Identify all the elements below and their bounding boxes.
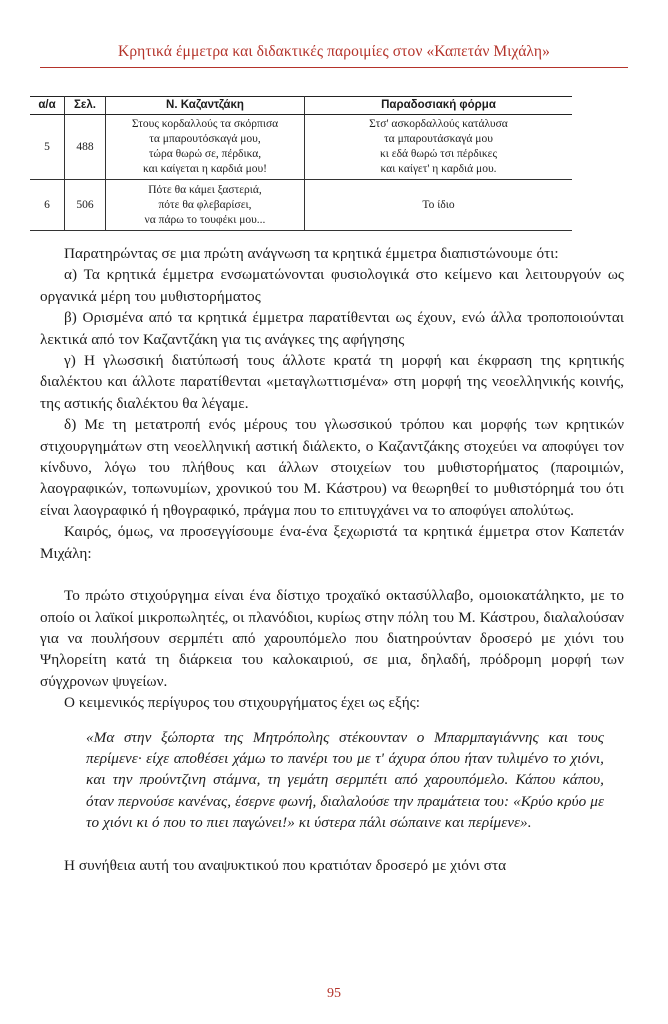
verse-line: τώρα θωρώ σε, πέρδικα,: [148, 148, 262, 160]
verse-line: πότε θα φλεβαρίσει,: [158, 198, 252, 211]
block-quote: «Μα στην ξώπορτα της Μητρόπολης στέκουνταν ο Μπαρμπαγιάννης και τους περίμενε· είχε αποθέσει χάμω το πανέρι του με τ' άχυρα όπου ήταν τυλιμένο το χιόνι, και την προύντζινη στάμνα, τη γεμάτη σερμπέτι από χαρουπόμελο. Κάπου κάπου, όταν περνούσε κανένας, έσερνε φωνή, διαλαλούσε την πραμάτεια του: «Κρύο κρύο με το χιόνι κι ό που το πιει παγώνει!» κι ύστερα πάλι σώπαινε και περίμενε».: [86, 728, 604, 832]
verse-line: και καίγετ' η καρδιά μου.: [380, 163, 497, 175]
body-text: [40, 243, 624, 876]
cell-page: 506: [65, 180, 106, 231]
cell-traditional-verse: [305, 115, 573, 180]
header-rule: [40, 67, 628, 68]
column-header-index: α/α: [30, 97, 65, 115]
table-row: [30, 180, 572, 231]
verse-line: τα μπαρουτάσκαγά μου: [384, 133, 493, 145]
running-header: Κρητικά έμμετρα και διδακτικές παροιμίες στον «Καπετάν Μιχάλη»: [118, 43, 550, 60]
paragraph: Καιρός, όμως, να προσεγγίσουμε ένα-ένα ξεχωριστά τα κρητικά έμμετρα στον Καπετάν Μιχάλη:: [40, 523, 624, 562]
paragraph: γ) Η γλωσσική διατύπωσή τους άλλοτε κρατά τη μορφή και έκφραση της κρητικής διαλέκτου και άλλοτε παρατίθενται «μεταγλωττισμένα» στη μορφή της νεοελληνικής κοινής, της αστικής διαλέκτου θα λέγαμε.: [40, 352, 624, 412]
paragraph: Παρατηρώντας σε μια πρώτη ανάγνωση τα κρητικά έμμετρα διαπιστώνουμε ότι:: [64, 245, 559, 262]
column-header-page: Σελ.: [65, 97, 106, 115]
cell-index: 6: [30, 180, 65, 231]
verse-line: Το ίδιο: [422, 198, 455, 211]
verse-line: Στους κορδαλλούς τα σκόρπισα: [131, 118, 279, 130]
paragraph: Ο κειμενικός περίγυρος του στιχουργήματος έχει ως εξής:: [64, 694, 421, 712]
table-row: [30, 115, 572, 180]
verses-table: [30, 96, 572, 231]
cell-index: 5: [30, 115, 65, 180]
paragraph: Το πρώτο στιχούργημα είναι ένα δίστιχο τροχαϊκό οκτασύλλαβο, ομοιοκατάληκτο, με το οποίο οι λαϊκοί μικροπωλητές, οι πλανόδιοι, κυρίως στην πόλη του Μ. Κάστρου, διαλαλούσαν για να πουλήσουν σερμπέτι από χαρουπόμελο που διατηρούνταν δροσερό με χιόνι του Ψηλορείτη κατά τη διάρκεια του καλοκαιριού, σε μια, δηλαδή, πρόδρομη μορφή των σύγχρονων ψυγείων.: [40, 587, 624, 690]
cell-kazantzakis-verse: [106, 115, 305, 180]
column-header-traditional: Παραδοσιακή φόρμα: [305, 97, 573, 115]
verse-line: Στσ' ασκορδαλλούς κατάλυσα: [369, 118, 508, 130]
verse-line: να πάρω το τουφέκι μου...: [144, 213, 266, 226]
verse-line: και καίγεται η καρδιά μου!: [142, 163, 268, 175]
paragraph: α) Τα κρητικά έμμετρα ενσωματώνονται φυσιολογικά στο κείμενο και λειτουργούν ως οργανικά μέρη του μυθιστορήματος: [40, 266, 624, 305]
table-header-row: [30, 97, 572, 115]
verse-line: τα μπαρουτόσκαγά μου,: [149, 133, 261, 145]
verse-line: κι εδά θωρώ τσι πέρδικες: [379, 148, 498, 160]
cell-page: 488: [65, 115, 106, 180]
column-header-kazantzakis: Ν. Καζαντζάκη: [106, 97, 305, 115]
paragraph: β) Ορισμένα από τα κρητικά έμμετρα παρατίθενται ως έχουν, ενώ άλλα τροποποιούνται λεκτικά από τον Καζαντζάκη για τις ανάγκες της αφήγησης: [40, 309, 624, 348]
cell-traditional-verse: [305, 180, 573, 231]
verse-line: Πότε θα κάμει ξαστεριά,: [148, 183, 262, 196]
paragraph: Η συνήθεια αυτή του αναψυκτικού που κρατιόταν δροσερό με χιόνι στα: [64, 856, 507, 874]
cell-kazantzakis-verse: [106, 180, 305, 231]
paragraph: δ) Με τη μετατροπή ενός μέρους του γλωσσικού τρόπου και μορφής των κρητικών στιχουργημάτων στη νεοελληνική αστική διάλεκτο, ο Καζαντζάκης στοχεύει να αποφύγει τον κίνδυνο, λόγω του πλήθους και άλλων στοιχείων του μυθιστορήματος (παροιμιών, λαογραφικών, τοπωνυμίων, χρονικού του Μ. Κάστρου) να θεωρηθεί το μυθιστόρημά του ότι είναι λαογραφικό ή ηθογραφικό, πράγμα που το επιτυγχάνει να το αποφύγει απολύτως.: [40, 416, 624, 519]
page-number: 95: [327, 986, 341, 1001]
